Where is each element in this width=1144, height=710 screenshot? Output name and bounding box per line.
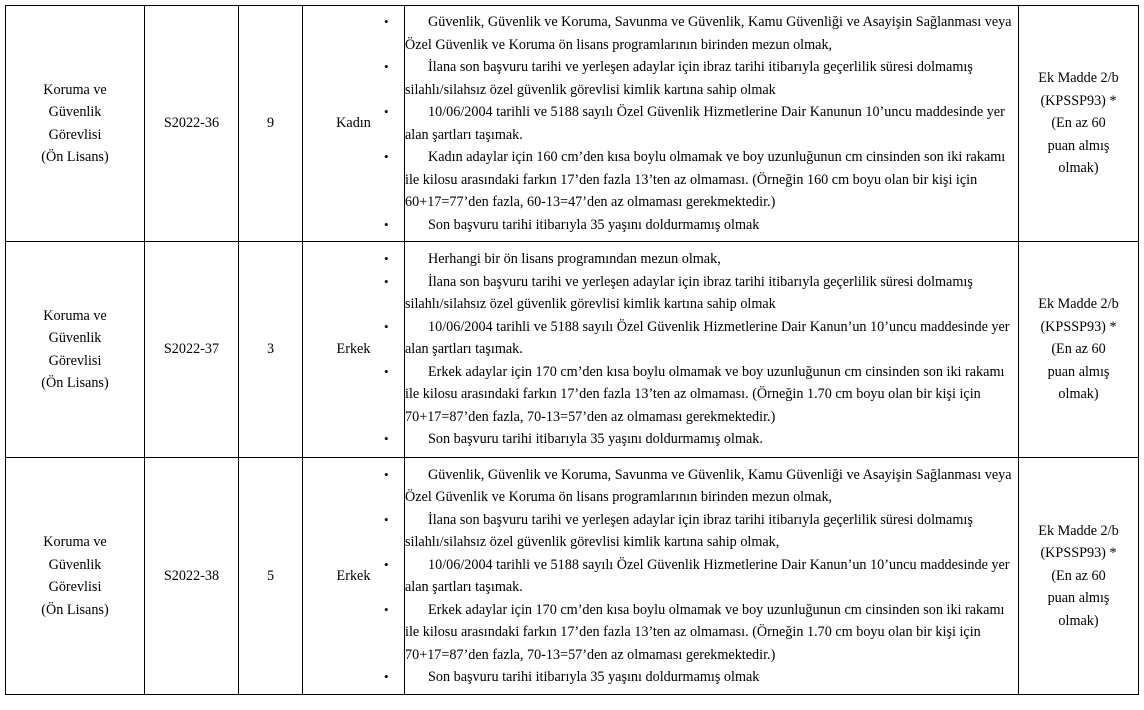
requirements-cell [405, 6, 1019, 242]
position-code: S2022-37 [145, 242, 239, 458]
reference-line: puan almış [1047, 137, 1110, 154]
requirements-cell [405, 242, 1019, 458]
requirement-item: • 10/06/2004 tarihli ve 5188 sayılı Özel Güvenlik Hizmetlerine Dair Kanunun 10’uncu maddesinde yer alan şartları taşımak. [405, 101, 1018, 146]
requirement-item: • Son başvuru tarihi itibarıyla 35 yaşını doldurmamış olmak. [405, 428, 1018, 451]
requirement-item: • Son başvuru tarihi itibarıyla 35 yaşını doldurmamış olmak [405, 666, 1018, 689]
position-cell [6, 242, 145, 458]
quota-count: 9 [239, 6, 303, 242]
requirements-list [405, 464, 1018, 689]
requirement-item: • 10/06/2004 tarihli ve 5188 sayılı Özel Güvenlik Hizmetlerine Dair Kanun’un 10’uncu maddesinde yer alan şartları taşımak. [405, 554, 1018, 599]
reference-line: (KPSSP93) * [1040, 318, 1117, 335]
requirement-item: • Kadın adaylar için 160 cm’den kısa boylu olmamak ve boy uzunluğunun cm cinsinden son iki rakamı ile kilosu arasındaki farkın 17’den fazla 13’ten az olmaması. (Örneğin 160 cm boyu olan bir kişi için 60+17=77’den fazla, 60-13=47’den az olmaması gerekmektedir.) [405, 146, 1018, 214]
recruitment-table [5, 5, 1139, 695]
reference-line: puan almış [1047, 590, 1110, 607]
requirement-item: • Herhangi bir ön lisans programından mezun olmak, [405, 248, 1018, 271]
reference-line: olmak) [1058, 386, 1099, 403]
requirement-item: • Güvenlik, Güvenlik ve Koruma, Savunma ve Güvenlik, Kamu Güvenliği ve Asayişin Sağlanması veya Özel Güvenlik ve Koruma ön lisans programlarının birinden mezun olmak, [405, 11, 1018, 56]
position-cell [6, 6, 145, 242]
table-row [6, 242, 1139, 458]
requirement-item: • İlana son başvuru tarihi ve yerleşen adaylar için ibraz tarihi itibarıyla geçerlilik süresi dolmamış silahlı/silahsız özel güvenlik görevlisi kimlik kartına sahip olmak [405, 271, 1018, 316]
reference-line: (KPSSP93) * [1040, 545, 1117, 562]
requirement-item: • Erkek adaylar için 170 cm’den kısa boylu olmamak ve boy uzunluğunun cm cinsinden son iki rakamı ile kilosu arasındaki farkın 17’den fazla 13’ten az olmaması. (Örneğin 1.70 cm boyu olan bir kişi için 70+17=87’den fazla, 70-13=57’den az olmaması gerekmektedir.) [405, 361, 1018, 429]
position-line: (Ön Lisans) [41, 601, 109, 618]
position-code: S2022-36 [145, 6, 239, 242]
reference-cell [1019, 6, 1139, 242]
reference-line: (KPSSP93) * [1040, 92, 1117, 109]
position-line: Görevlisi [48, 352, 102, 369]
reference-line: (En az 60 [1051, 567, 1106, 584]
reference-cell [1019, 242, 1139, 458]
position-line: Güvenlik [48, 104, 102, 120]
position-line: Görevlisi [48, 126, 102, 143]
reference-line: olmak) [1058, 160, 1099, 177]
reference-line: Ek Madde 2/b [1038, 70, 1119, 87]
requirements-list [405, 248, 1018, 451]
requirements-cell [405, 458, 1019, 695]
gender: Kadın [303, 6, 405, 242]
gender: Erkek [303, 242, 405, 458]
reference-line: Ek Madde 2/b [1038, 296, 1119, 313]
requirement-item: • İlana son başvuru tarihi ve yerleşen adaylar için ibraz tarihi itibarıyla geçerlilik süresi dolmamış silahlı/silahsız özel güvenlik görevlisi kimlik kartına sahip olmak, [405, 509, 1018, 554]
position-line: (Ön Lisans) [41, 149, 109, 165]
reference-line: Ek Madde 2/b [1038, 522, 1119, 539]
table-row [6, 458, 1139, 695]
position-line: Görevlisi [48, 579, 102, 595]
reference-line: (En az 60 [1051, 115, 1106, 132]
requirement-item: • 10/06/2004 tarihli ve 5188 sayılı Özel Güvenlik Hizmetlerine Dair Kanun’un 10’uncu maddesinde yer alan şartları taşımak. [405, 316, 1018, 361]
position-line: Koruma ve [43, 534, 107, 550]
position-line: Koruma ve [43, 81, 107, 98]
position-line: (Ön Lisans) [41, 375, 109, 391]
quota-count: 3 [239, 242, 303, 458]
reference-line: (En az 60 [1051, 341, 1106, 358]
reference-cell [1019, 458, 1139, 695]
requirement-item: • Erkek adaylar için 170 cm’den kısa boylu olmamak ve boy uzunluğunun cm cinsinden son iki rakamı ile kilosu arasındaki farkın 17’den fazla 13’ten az olmaması. (Örneğin 1.70 cm boyu olan bir kişi için 70+17=87’den fazla, 70-13=57’den az olmaması gerekmektedir.) [405, 599, 1018, 667]
quota-count: 5 [239, 458, 303, 695]
requirement-item: • İlana son başvuru tarihi ve yerleşen adaylar için ibraz tarihi itibarıyla geçerlilik süresi dolmamış silahlı/silahsız özel güvenlik görevlisi kimlik kartına sahip olmak [405, 56, 1018, 101]
position-line: Koruma ve [43, 307, 107, 324]
reference-line: olmak) [1058, 612, 1099, 629]
requirement-item: • Son başvuru tarihi itibarıyla 35 yaşını doldurmamış olmak [405, 214, 1018, 237]
table-row [6, 6, 1139, 242]
position-code: S2022-38 [145, 458, 239, 695]
gender: Erkek [303, 458, 405, 695]
position-line: Güvenlik [48, 330, 102, 346]
requirements-list [405, 11, 1018, 236]
requirement-item: • Güvenlik, Güvenlik ve Koruma, Savunma ve Güvenlik, Kamu Güvenliği ve Asayişin Sağlanması veya Özel Güvenlik ve Koruma ön lisans programlarının birinden mezun olmak, [405, 464, 1018, 509]
position-line: Güvenlik [48, 556, 102, 573]
reference-line: puan almış [1047, 363, 1110, 380]
position-cell [6, 458, 145, 695]
